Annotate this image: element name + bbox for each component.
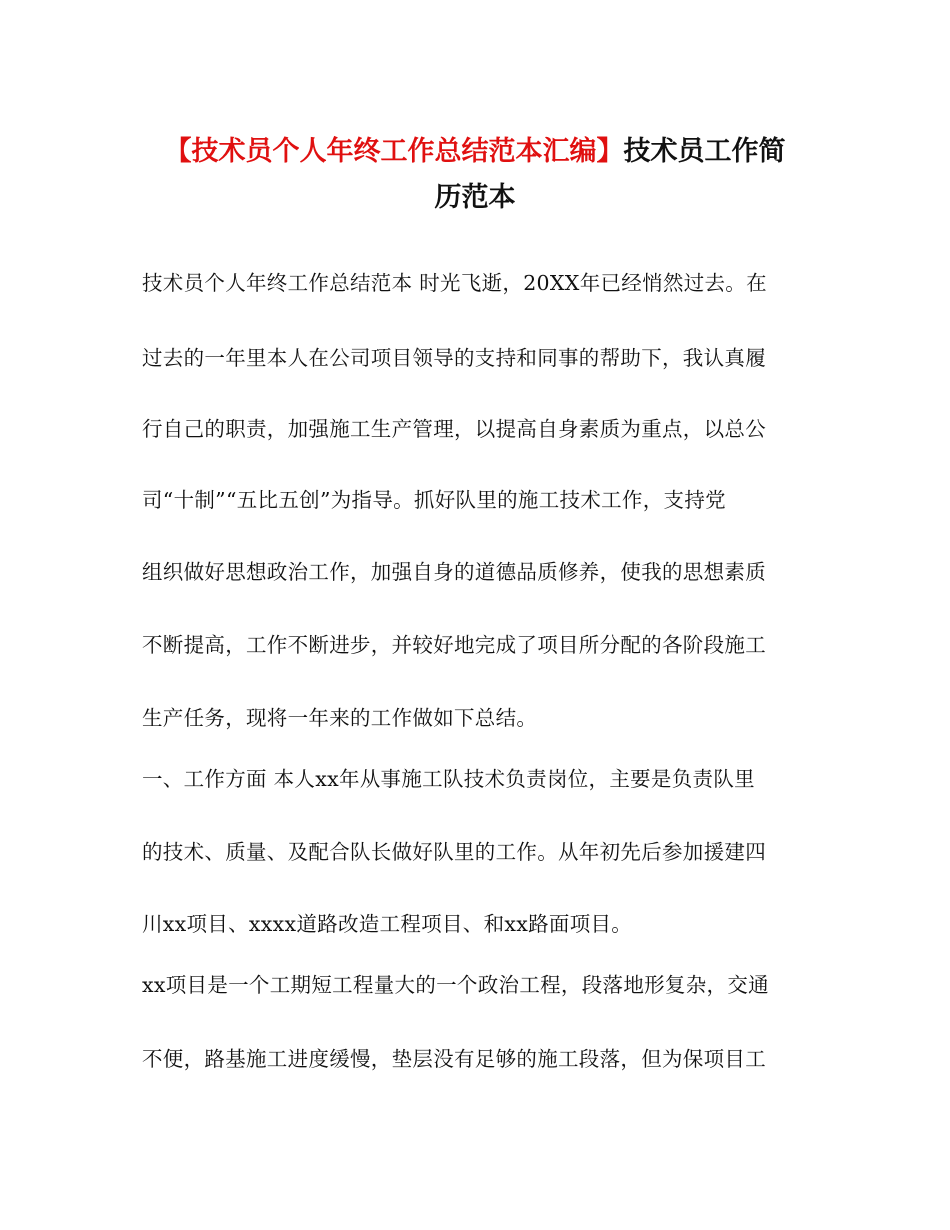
body-text-line: 不断提高，工作不断进步，并较好地完成了项目所分配的各阶段施工 <box>142 633 766 657</box>
title-highlight: 【技术员个人年终工作总结范本汇编】 <box>164 136 624 167</box>
body-text-line: 行自己的职责，加强施工生产管理，以提高自身素质为重点，以总公 <box>142 417 766 441</box>
document-title <box>140 127 810 177</box>
body-text-line: 组织做好思想政治工作，加强自身的道德品质修养，使我的思想素质 <box>142 560 766 584</box>
body-text-line: xx项目是一个工期短工程量大的一个政治工程，段落地形复杂，交通 <box>142 973 769 997</box>
body-text-line: 过去的一年里本人在公司项目领导的支持和同事的帮助下，我认真履 <box>142 346 766 370</box>
body-text-line: 的技术、质量、及配合队长做好队里的工作。从年初先后参加援建四 <box>142 840 766 864</box>
body-text-line: 技术员个人年终工作总结范本 时光飞逝，20XX年已经悄然过去。在 <box>142 271 767 295</box>
body-text-line: 一、工作方面 本人xx年从事施工队技术负责岗位，主要是负责队里 <box>142 767 755 791</box>
body-text-line: 川xx项目、xxxx道路改造工程项目、和xx路面项目。 <box>142 912 633 936</box>
body-text-line: 生产任务，现将一年来的工作做如下总结。 <box>142 706 538 730</box>
body-text-line: 司“十制”“五比五创”为指导。抓好队里的施工技术工作，支持党 <box>142 488 726 512</box>
title-text-part1: 技术员工作简 <box>623 136 786 167</box>
body-text-line: 不便，路基施工进度缓慢，垫层没有足够的施工段落，但为保项目工 <box>142 1047 766 1071</box>
title-text-part2: 历范本 <box>434 182 516 213</box>
document-title-continued <box>140 173 810 223</box>
